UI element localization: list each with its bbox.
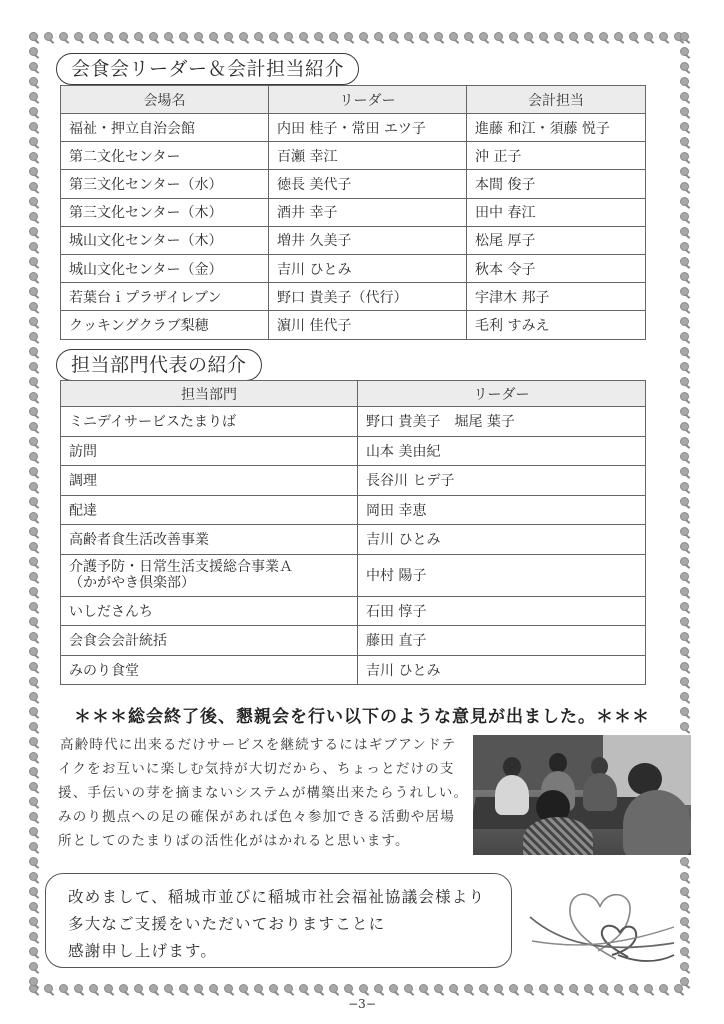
magnifier-dot-icon — [27, 360, 42, 375]
magnifier-dot-icon — [678, 615, 693, 630]
magnifier-dot-icon — [477, 30, 492, 45]
magnifier-dot-icon — [222, 982, 237, 997]
magnifier-dot-icon — [27, 480, 42, 495]
accountant-cell: 松尾 厚子 — [467, 226, 646, 254]
magnifier-dot-icon — [72, 982, 87, 997]
magnifier-dot-icon — [237, 30, 252, 45]
magnifier-dot-icon — [678, 45, 693, 60]
magnifier-dot-icon — [492, 982, 507, 997]
magnifier-dot-icon — [27, 315, 42, 330]
leader-cell: 増井 久美子 — [269, 226, 467, 254]
magnifier-dot-icon — [678, 345, 693, 360]
thanks-message-box — [45, 873, 512, 968]
leader-cell: 岡田 幸恵 — [358, 495, 646, 525]
department-cell: 会食会会計統括 — [61, 626, 358, 656]
magnifier-dot-icon — [678, 240, 693, 255]
magnifier-dot-icon — [27, 240, 42, 255]
magnifier-dot-icon — [267, 30, 282, 45]
magnifier-dot-icon — [27, 45, 42, 60]
magnifier-dot-icon — [237, 982, 252, 997]
magnifier-dot-icon — [27, 285, 42, 300]
magnifier-dot-icon — [678, 960, 693, 975]
magnifier-dot-icon — [678, 420, 693, 435]
magnifier-dot-icon — [27, 420, 42, 435]
magnifier-dot-icon — [678, 300, 693, 315]
magnifier-dot-icon — [678, 510, 693, 525]
magnifier-dot-icon — [102, 982, 117, 997]
magnifier-dot-icon — [627, 982, 642, 997]
department-cell — [61, 554, 358, 596]
magnifier-dot-icon — [678, 30, 693, 45]
paragraph-line: 援、手伝いの芽を摘まないシステムが構築出来たらうれしい。 — [58, 785, 469, 801]
magnifier-dot-icon — [147, 982, 162, 997]
magnifier-dot-icon — [27, 450, 42, 465]
magnifier-dot-icon — [678, 225, 693, 240]
magnifier-dot-icon — [678, 375, 693, 390]
department-cell: 調理 — [61, 466, 358, 496]
magnifier-dot-icon — [678, 105, 693, 120]
magnifier-dot-icon — [27, 585, 42, 600]
magnifier-dot-icon — [522, 30, 537, 45]
opinions-paragraph — [58, 733, 473, 853]
magnifier-dot-icon — [147, 30, 162, 45]
magnifier-dot-icon — [642, 30, 657, 45]
magnifier-dot-icon — [27, 735, 42, 750]
magnifier-dot-icon — [678, 570, 693, 585]
thanks-line: 多大なご支援をいただいておりますことに — [68, 915, 386, 933]
leader-cell: 石田 惇子 — [358, 596, 646, 626]
table-row — [61, 554, 646, 596]
magnifier-dot-icon — [42, 982, 57, 997]
magnifier-dot-icon — [678, 120, 693, 135]
magnifier-dot-icon — [27, 195, 42, 210]
magnifier-dot-icon — [678, 555, 693, 570]
magnifier-dot-icon — [678, 585, 693, 600]
accountant-cell: 田中 春江 — [467, 198, 646, 226]
magnifier-dot-icon — [678, 315, 693, 330]
magnifier-dot-icon — [27, 255, 42, 270]
magnifier-dot-icon — [27, 135, 42, 150]
magnifier-dot-icon — [27, 900, 42, 915]
magnifier-dot-icon — [357, 982, 372, 997]
frame-bottom-border — [27, 982, 687, 997]
table-row — [61, 198, 646, 226]
department-cell: いしださんち — [61, 596, 358, 626]
magnifier-dot-icon — [522, 982, 537, 997]
thanks-line: 感謝申し上げます。 — [68, 942, 218, 960]
accountant-cell: 秋本 令子 — [467, 254, 646, 282]
department-cell: 訪問 — [61, 436, 358, 466]
magnifier-dot-icon — [678, 150, 693, 165]
magnifier-dot-icon — [27, 525, 42, 540]
accountant-cell: 毛利 すみえ — [467, 311, 646, 339]
magnifier-dot-icon — [678, 180, 693, 195]
magnifier-dot-icon — [27, 555, 42, 570]
magnifier-dot-icon — [27, 75, 42, 90]
magnifier-dot-icon — [27, 960, 42, 975]
magnifier-dot-icon — [432, 30, 447, 45]
venue-cell: 城山文化センター（木） — [61, 226, 269, 254]
magnifier-dot-icon — [27, 390, 42, 405]
magnifier-dot-icon — [678, 915, 693, 930]
leader-cell: 徳長 美代子 — [269, 170, 467, 198]
magnifier-dot-icon — [282, 30, 297, 45]
magnifier-dot-icon — [678, 435, 693, 450]
paragraph-line: 高齢時代に出来るだけサービスを継続するにはギブアンドテ — [60, 737, 457, 753]
magnifier-dot-icon — [357, 30, 372, 45]
magnifier-dot-icon — [27, 825, 42, 840]
magnifier-dot-icon — [27, 180, 42, 195]
magnifier-dot-icon — [678, 885, 693, 900]
venue-cell: 城山文化センター（金） — [61, 254, 269, 282]
column-header-accountant: 会計担当 — [467, 86, 646, 114]
magnifier-dot-icon — [678, 135, 693, 150]
magnifier-dot-icon — [87, 30, 102, 45]
accountant-cell: 宇津木 邦子 — [467, 283, 646, 311]
magnifier-dot-icon — [222, 30, 237, 45]
accountant-cell: 進藤 和江・須藤 悦子 — [467, 114, 646, 142]
magnifier-dot-icon — [678, 75, 693, 90]
magnifier-dot-icon — [117, 30, 132, 45]
magnifier-dot-icon — [678, 855, 693, 870]
magnifier-dot-icon — [312, 30, 327, 45]
magnifier-dot-icon — [657, 982, 672, 997]
magnifier-dot-icon — [567, 982, 582, 997]
magnifier-dot-icon — [297, 30, 312, 45]
magnifier-dot-icon — [27, 540, 42, 555]
magnifier-dot-icon — [27, 405, 42, 420]
page-number: −3− — [348, 997, 376, 1011]
magnifier-dot-icon — [27, 345, 42, 360]
magnifier-dot-icon — [597, 982, 612, 997]
magnifier-dot-icon — [462, 30, 477, 45]
thanks-line: 改めまして、稲城市並びに稲城市社会福祉協議会様より — [68, 888, 486, 906]
magnifier-dot-icon — [27, 165, 42, 180]
magnifier-dot-icon — [27, 225, 42, 240]
table-row — [61, 495, 646, 525]
venue-cell: 福祉・押立自治会館 — [61, 114, 269, 142]
magnifier-dot-icon — [207, 982, 222, 997]
magnifier-dot-icon — [678, 285, 693, 300]
magnifier-dot-icon — [447, 982, 462, 997]
magnifier-dot-icon — [402, 30, 417, 45]
magnifier-dot-icon — [372, 982, 387, 997]
magnifier-dot-icon — [678, 930, 693, 945]
magnifier-dot-icon — [678, 900, 693, 915]
magnifier-dot-icon — [297, 982, 312, 997]
department-reps-table — [60, 380, 646, 685]
magnifier-dot-icon — [27, 375, 42, 390]
magnifier-dot-icon — [27, 435, 42, 450]
table-row — [61, 283, 646, 311]
magnifier-dot-icon — [507, 30, 522, 45]
magnifier-dot-icon — [678, 945, 693, 960]
table-row — [61, 525, 646, 555]
magnifier-dot-icon — [567, 30, 582, 45]
magnifier-dot-icon — [252, 30, 267, 45]
table-row — [61, 142, 646, 170]
magnifier-dot-icon — [27, 270, 42, 285]
magnifier-dot-icon — [27, 885, 42, 900]
magnifier-dot-icon — [27, 750, 42, 765]
magnifier-dot-icon — [27, 870, 42, 885]
department-cell: みのり食堂 — [61, 655, 358, 685]
magnifier-dot-icon — [678, 270, 693, 285]
magnifier-dot-icon — [342, 982, 357, 997]
magnifier-dot-icon — [27, 660, 42, 675]
magnifier-dot-icon — [117, 982, 132, 997]
magnifier-dot-icon — [27, 975, 42, 990]
magnifier-dot-icon — [678, 450, 693, 465]
magnifier-dot-icon — [27, 765, 42, 780]
magnifier-dot-icon — [582, 982, 597, 997]
magnifier-dot-icon — [27, 945, 42, 960]
magnifier-dot-icon — [582, 30, 597, 45]
magnifier-dot-icon — [72, 30, 87, 45]
magnifier-dot-icon — [678, 195, 693, 210]
opinions-heading: ＊＊＊総会終了後、懇親会を行い以下のような意見が出ました。＊＊＊ — [74, 707, 650, 727]
magnifier-dot-icon — [27, 630, 42, 645]
table-row — [61, 655, 646, 685]
magnifier-dot-icon — [27, 855, 42, 870]
magnifier-dot-icon — [678, 330, 693, 345]
frame-top-border — [27, 30, 687, 45]
magnifier-dot-icon — [27, 465, 42, 480]
table-row — [61, 311, 646, 339]
magnifier-dot-icon — [252, 982, 267, 997]
magnifier-dot-icon — [27, 930, 42, 945]
department-name: 介護予防・日常生活支援総合事業Ａ — [69, 559, 293, 575]
magnifier-dot-icon — [537, 982, 552, 997]
magnifier-dot-icon — [612, 30, 627, 45]
magnifier-dot-icon — [678, 870, 693, 885]
magnifier-dot-icon — [417, 982, 432, 997]
magnifier-dot-icon — [27, 105, 42, 120]
magnifier-dot-icon — [132, 30, 147, 45]
magnifier-dot-icon — [678, 600, 693, 615]
column-header-department: 担当部門 — [61, 381, 358, 407]
magnifier-dot-icon — [192, 982, 207, 997]
magnifier-dot-icon — [447, 30, 462, 45]
table-row — [61, 254, 646, 282]
magnifier-dot-icon — [267, 982, 282, 997]
magnifier-dot-icon — [57, 982, 72, 997]
magnifier-dot-icon — [387, 982, 402, 997]
magnifier-dot-icon — [27, 510, 42, 525]
frame-left-border — [27, 30, 42, 990]
leader-cell: 長谷川 ヒデ子 — [358, 466, 646, 496]
leader-cell: 酒井 幸子 — [269, 198, 467, 226]
table-row — [61, 407, 646, 437]
gathering-photo — [473, 735, 691, 855]
magnifier-dot-icon — [27, 615, 42, 630]
magnifier-dot-icon — [462, 982, 477, 997]
magnifier-dot-icon — [552, 982, 567, 997]
table-row — [61, 436, 646, 466]
magnifier-dot-icon — [678, 480, 693, 495]
magnifier-dot-icon — [312, 982, 327, 997]
magnifier-dot-icon — [27, 30, 42, 45]
paragraph-line: 所としてのたまりばの活性化がはかれると思います。 — [58, 833, 410, 849]
magnifier-dot-icon — [27, 150, 42, 165]
magnifier-dot-icon — [678, 60, 693, 75]
leaders-accountants-table — [60, 85, 646, 340]
magnifier-dot-icon — [132, 982, 147, 997]
magnifier-dot-icon — [612, 982, 627, 997]
magnifier-dot-icon — [678, 210, 693, 225]
table-row — [61, 114, 646, 142]
leader-cell: 吉川 ひとみ — [269, 254, 467, 282]
magnifier-dot-icon — [642, 982, 657, 997]
magnifier-dot-icon — [678, 390, 693, 405]
table-row — [61, 466, 646, 496]
leader-cell: 野口 貴美子（代行） — [269, 283, 467, 311]
table-row — [61, 596, 646, 626]
magnifier-dot-icon — [678, 255, 693, 270]
magnifier-dot-icon — [27, 675, 42, 690]
magnifier-dot-icon — [207, 30, 222, 45]
magnifier-dot-icon — [57, 30, 72, 45]
magnifier-dot-icon — [507, 982, 522, 997]
magnifier-dot-icon — [102, 30, 117, 45]
leader-cell: 濵川 佳代子 — [269, 311, 467, 339]
magnifier-dot-icon — [27, 840, 42, 855]
magnifier-dot-icon — [27, 645, 42, 660]
magnifier-dot-icon — [678, 540, 693, 555]
table-row — [61, 226, 646, 254]
magnifier-dot-icon — [27, 795, 42, 810]
magnifier-dot-icon — [327, 30, 342, 45]
magnifier-dot-icon — [678, 495, 693, 510]
column-header-venue: 会場名 — [61, 86, 269, 114]
department-cell: 配達 — [61, 495, 358, 525]
department-cell: ミニデイサービスたまりば — [61, 407, 358, 437]
magnifier-dot-icon — [678, 165, 693, 180]
leader-cell: 内田 桂子・常田 エツ子 — [269, 114, 467, 142]
accountant-cell: 本間 俊子 — [467, 170, 646, 198]
magnifier-dot-icon — [27, 810, 42, 825]
magnifier-dot-icon — [27, 120, 42, 135]
magnifier-dot-icon — [492, 30, 507, 45]
column-header-leader: リーダー — [358, 381, 646, 407]
magnifier-dot-icon — [537, 30, 552, 45]
leader-cell: 中村 陽子 — [358, 554, 646, 596]
magnifier-dot-icon — [27, 210, 42, 225]
magnifier-dot-icon — [678, 975, 693, 990]
magnifier-dot-icon — [27, 915, 42, 930]
magnifier-dot-icon — [387, 30, 402, 45]
leader-cell: 山本 美由紀 — [358, 436, 646, 466]
department-subname: （かがやき倶楽部） — [69, 575, 195, 591]
venue-cell: 第二文化センター — [61, 142, 269, 170]
magnifier-dot-icon — [87, 982, 102, 997]
magnifier-dot-icon — [417, 30, 432, 45]
department-cell: 高齢者食生活改善事業 — [61, 525, 358, 555]
magnifier-dot-icon — [372, 30, 387, 45]
magnifier-dot-icon — [678, 465, 693, 480]
leader-cell: 藤田 直子 — [358, 626, 646, 656]
magnifier-dot-icon — [27, 60, 42, 75]
paragraph-line: イクをお互いに楽しむ気持が大切だから、ちょっとだけの支 — [58, 761, 455, 777]
magnifier-dot-icon — [657, 30, 672, 45]
magnifier-dot-icon — [27, 570, 42, 585]
section-title-leaders-accountants: 会食会リーダー＆会計担当紹介 — [56, 53, 359, 85]
magnifier-dot-icon — [678, 630, 693, 645]
leader-cell: 吉川 ひとみ — [358, 525, 646, 555]
magnifier-dot-icon — [282, 982, 297, 997]
magnifier-dot-icon — [678, 360, 693, 375]
magnifier-dot-icon — [678, 525, 693, 540]
accountant-cell: 沖 正子 — [467, 142, 646, 170]
magnifier-dot-icon — [552, 30, 567, 45]
magnifier-dot-icon — [162, 30, 177, 45]
venue-cell: 若葉台ｉプラザイレブン — [61, 283, 269, 311]
paragraph-line: みのり拠点への足の確保があれば色々参加できる活動や居場 — [58, 809, 455, 825]
table-row — [61, 626, 646, 656]
magnifier-dot-icon — [402, 982, 417, 997]
leader-cell: 百瀬 幸江 — [269, 142, 467, 170]
venue-cell: 第三文化センター（木） — [61, 198, 269, 226]
double-heart-ribbon-icon — [528, 885, 678, 975]
magnifier-dot-icon — [27, 495, 42, 510]
column-header-leader: リーダー — [269, 86, 467, 114]
magnifier-dot-icon — [27, 600, 42, 615]
magnifier-dot-icon — [678, 660, 693, 675]
section-title-department-reps: 担当部門代表の紹介 — [56, 349, 262, 381]
magnifier-dot-icon — [678, 675, 693, 690]
magnifier-dot-icon — [678, 90, 693, 105]
leader-cell: 吉川 ひとみ — [358, 655, 646, 685]
magnifier-dot-icon — [27, 300, 42, 315]
table-row — [61, 170, 646, 198]
venue-cell: クッキングクラブ梨穂 — [61, 311, 269, 339]
magnifier-dot-icon — [627, 30, 642, 45]
magnifier-dot-icon — [342, 30, 357, 45]
magnifier-dot-icon — [27, 330, 42, 345]
magnifier-dot-icon — [678, 645, 693, 660]
leader-cell: 野口 貴美子 堀尾 葉子 — [358, 407, 646, 437]
venue-cell: 第三文化センター（水） — [61, 170, 269, 198]
magnifier-dot-icon — [162, 982, 177, 997]
magnifier-dot-icon — [477, 982, 492, 997]
magnifier-dot-icon — [432, 982, 447, 997]
magnifier-dot-icon — [678, 405, 693, 420]
magnifier-dot-icon — [597, 30, 612, 45]
magnifier-dot-icon — [192, 30, 207, 45]
magnifier-dot-icon — [42, 30, 57, 45]
magnifier-dot-icon — [27, 780, 42, 795]
magnifier-dot-icon — [327, 982, 342, 997]
magnifier-dot-icon — [177, 30, 192, 45]
magnifier-dot-icon — [177, 982, 192, 997]
magnifier-dot-icon — [27, 90, 42, 105]
